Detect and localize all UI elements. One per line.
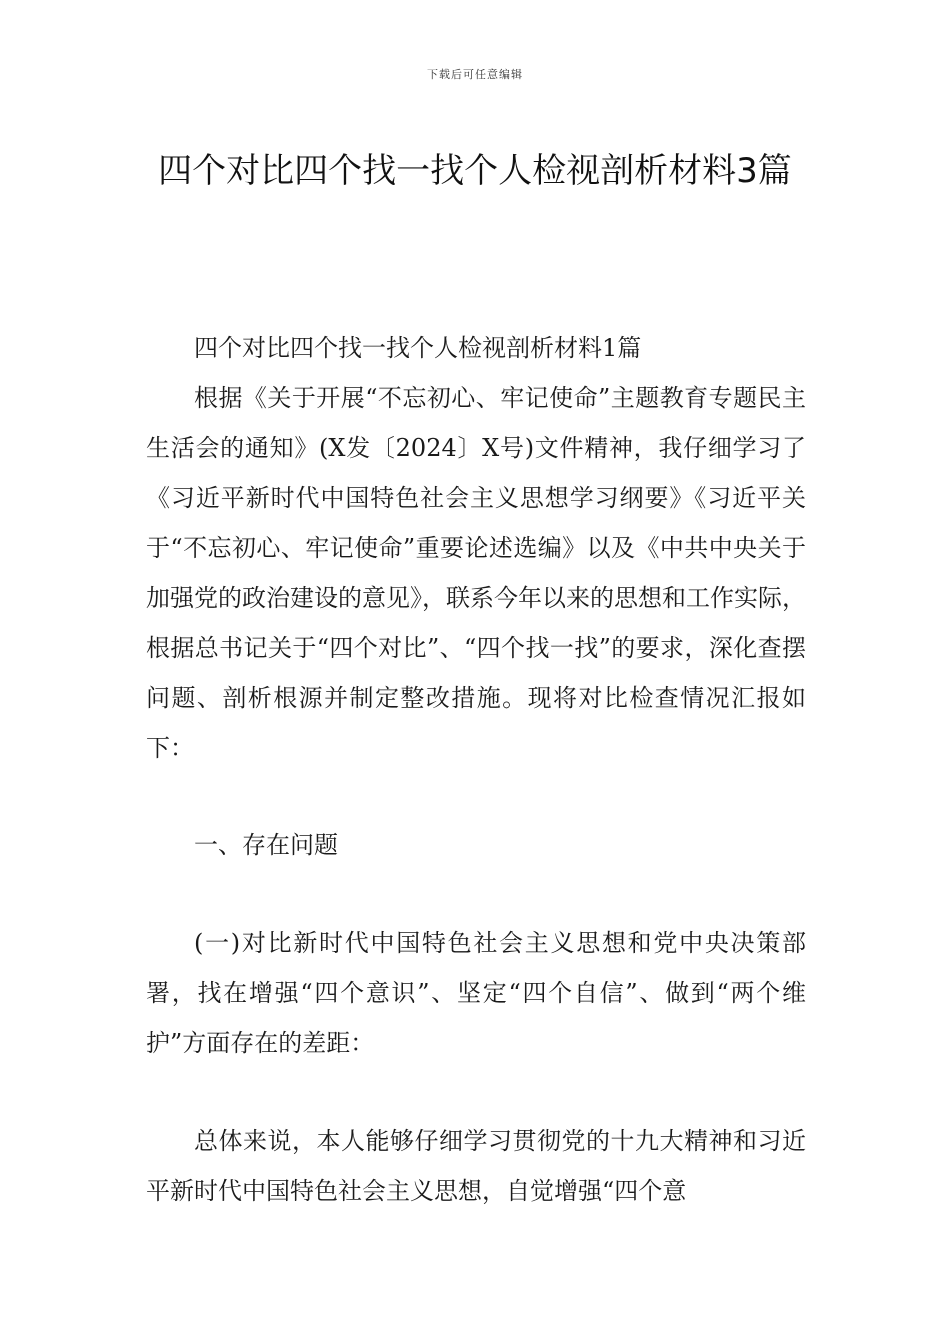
overall-paragraph: 总体来说，本人能够仔细学习贯彻党的十九大精神和习近平新时代中国特色社会主义思想，自觉增强“四个意: [146, 1127, 806, 1205]
header-note: 下载后可任意编辑: [427, 68, 523, 81]
intro-paragraph: 根据《关于开展“不忘初心、牢记使命”主题教育专题民主生活会的通知》(X发〔2024〕X号)文件精神，我仔细学习了《习近平新时代中国特色社会主义思想学习纲要》《习近平关于“不忘初心、牢记使命”重要论述选编》以及《中共中央关于加强党的政治建设的意见》，联系今年以来的思想和工作实际，根据总书记关于“四个对比”、“四个找一找”的要求，深化查摆问题、剖析根源并制定整改措施。现将对比检查情况汇报如下：: [146, 384, 806, 762]
section-heading-1: 一、存在问题: [194, 831, 338, 859]
subtitle-paragraph: 四个对比四个找一找个人检视剖析材料1篇: [194, 334, 642, 362]
document-title: 四个对比四个找一找个人检视剖析材料3篇: [158, 150, 792, 191]
subsection-paragraph-1: (一)对比新时代中国特色社会主义思想和党中央决策部署，找在增强“四个意识”、坚定“四个自信”、做到“两个维护”方面存在的差距：: [146, 929, 806, 1057]
